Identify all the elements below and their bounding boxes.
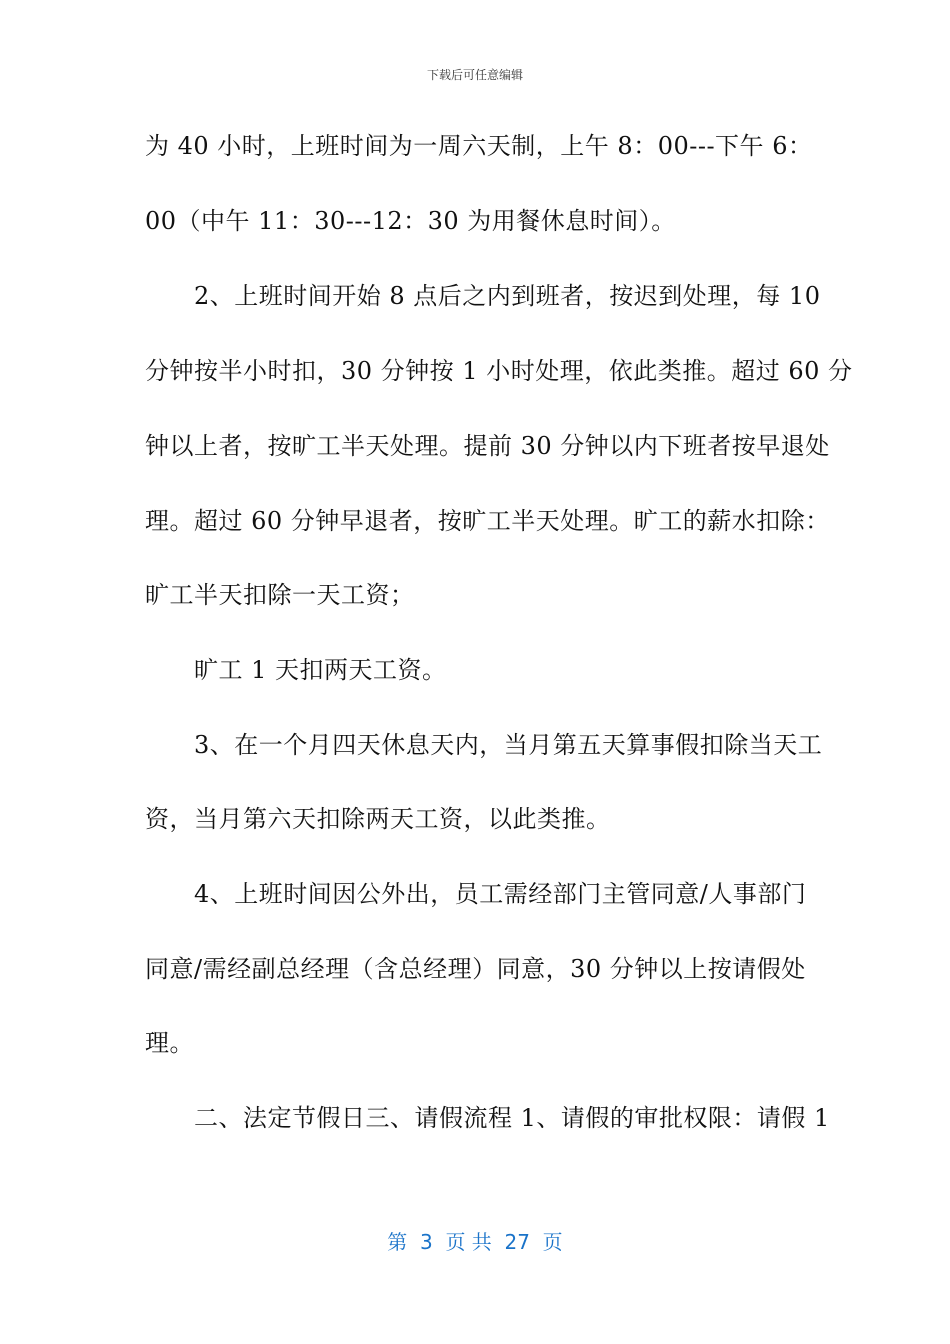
body-line-8: 旷工 1 天扣两天工资。 xyxy=(194,656,447,684)
body-line-13: 理。 xyxy=(145,1029,194,1057)
body-line-12: 同意/需经副总经理（含总经理）同意，30 分钟以上按请假处 xyxy=(145,955,806,983)
body-line-9: 3、在一个月四天休息天内，当月第五天算事假扣除当天工 xyxy=(194,731,823,759)
body-line-7: 旷工半天扣除一天工资； xyxy=(145,581,415,609)
body-line-5: 钟以上者，按旷工半天处理。提前 30 分钟以内下班者按早退处 xyxy=(145,432,830,460)
page-number-footer: 第 3 页 共 27 页 xyxy=(387,1230,563,1254)
body-line-6: 理。超过 60 分钟早退者，按旷工半天处理。旷工的薪水扣除： xyxy=(145,507,830,535)
body-line-11: 4、上班时间因公外出，员工需经部门主管同意/人事部门 xyxy=(194,880,807,908)
body-line-2: 00（中午 11：30---12：30 为用餐休息时间）。 xyxy=(145,207,676,235)
page-header: 下载后可任意编辑 xyxy=(426,68,523,82)
body-line-4: 分钟按半小时扣，30 分钟按 1 小时处理，依此类推。超过 60 分 xyxy=(145,357,853,385)
body-line-14: 二、法定节假日三、请假流程 1、请假的审批权限：请假 1 xyxy=(194,1104,830,1132)
body-line-1: 为 40 小时，上班时间为一周六天制，上午 8：00---下午 6： xyxy=(145,132,813,160)
body-line-3: 2、上班时间开始 8 点后之内到班者，按迟到处理，每 10 xyxy=(194,282,821,310)
body-line-10: 资，当月第六天扣除两天工资，以此类推。 xyxy=(145,805,611,833)
